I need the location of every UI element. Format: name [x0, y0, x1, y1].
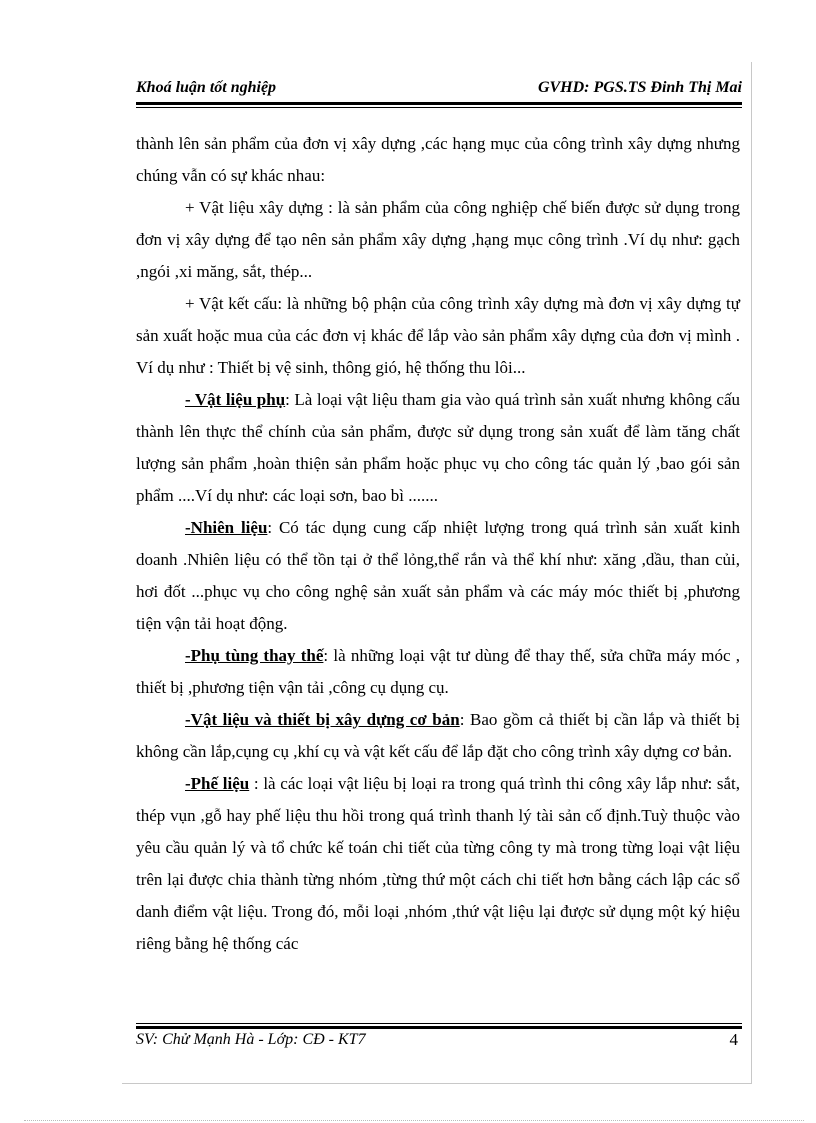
paragraph-text: : Bao gồm cả thiết bị cần lắp và thiết bị không cần lắp,cụng cụ ,khí cụ và vật kết cấu để lắp đặt cho công trình xây dựng cơ bản. [136, 710, 741, 761]
term-heading: -Nhiên liệu [185, 518, 268, 537]
page-bottom-divider [24, 1120, 804, 1121]
paragraph-text: : là các loại vật liệu bị loại ra trong quá trình thi công xây lắp như: sắt, thép vụn ,gỗ hay phế liệu thu hồi trong quá trình thanh lý tài sản cố định.Tuỳ thuộc vào yêu cầu quản lý và tổ chức kế toán chi tiết của từng công ty mà trong từng loại vật liệu trên lại được chia thành từng nhóm ,từng thứ một cách chi tiết hơn bằng cách lập các sổ danh điểm vật liệu. Trong đó, mỗi loại ,nhóm ,thứ vật liệu lại được sử dụng một ký hiệu riêng bằng hệ thống các [136, 774, 741, 953]
page-footer [136, 1030, 742, 1050]
paragraph [136, 640, 740, 704]
paragraph [136, 768, 740, 960]
header-advisor: GVHD: PGS.TS Đinh Thị Mai [537, 79, 742, 96]
paragraph [136, 704, 740, 768]
paragraph: thành lên sản phẩm của đơn vị xây dựng ,các hạng mục của công trình xây dựng nhưng chúng vẫn có sự khác nhau: [136, 134, 740, 185]
term-heading: -Vật liệu và thiết bị xây dựng cơ bản [185, 710, 460, 729]
term-heading: - Vật liệu phụ [185, 390, 286, 409]
paragraph-text: : Là loại vật liệu tham gia vào quá trình sản xuất nhưng không cấu thành lên thực thể chính của sản phẩm, được sử dụng trong sản xuất để làm tăng chất lượng sản phẩm ,hoàn thiện sản phẩm hoặc phục vụ cho công tác quản lý ,bao gói sản phẩm ....Ví dụ như: các loại sơn, bao bì ....... [136, 390, 740, 505]
header-thesis-title: Khoá luận tốt nghiệp [136, 79, 277, 96]
footer-student-info: SV: Chử Mạnh Hà - Lớp: CĐ - KT7 [136, 1031, 366, 1048]
page-header [136, 76, 742, 98]
term-heading: -Phế liệu [185, 774, 250, 793]
paragraph-text: : là những loại vật tư dùng để thay thế, sửa chữa máy móc , thiết bị ,phương tiện vận tải ,công cụ dụng cụ. [136, 646, 740, 697]
term-heading: -Phụ tùng thay thế [185, 646, 324, 665]
body-text [136, 128, 740, 960]
paragraph: + Vật kết cấu: là những bộ phận của công trình xây dựng mà đơn vị xây dựng tự sản xuất hoặc mua của các đơn vị khác để lắp vào sản phẩm xây dựng của đơn vị mình . Ví dụ như : Thiết bị vệ sinh, thông gió, hệ thống thu lôi... [136, 294, 740, 377]
paragraph [136, 384, 740, 512]
paragraph [136, 512, 740, 640]
page-number: 4 [729, 1030, 738, 1049]
header-rule [136, 102, 742, 108]
paragraph: + Vật liệu xây dựng : là sản phẩm của công nghiệp chế biến được sử dụng trong đơn vị xây dựng để tạo nên sản phẩm xây dựng ,hạng mục công trình .Ví dụ như: gạch ,ngói ,xi măng, sắt, thép... [136, 198, 740, 281]
paragraph-text: : Có tác dụng cung cấp nhiệt lượng trong quá trình sản xuất kinh doanh .Nhiên liệu có thể tồn tại ở thể lỏng,thể rắn và thể khí như: xăng ,dầu, than củi, hơi đốt ...phục vụ cho công nghệ sản xuất sản phẩm và các máy móc thiết bị ,phương tiện vận tải hoạt động. [136, 518, 740, 633]
footer-rule [136, 1023, 742, 1029]
